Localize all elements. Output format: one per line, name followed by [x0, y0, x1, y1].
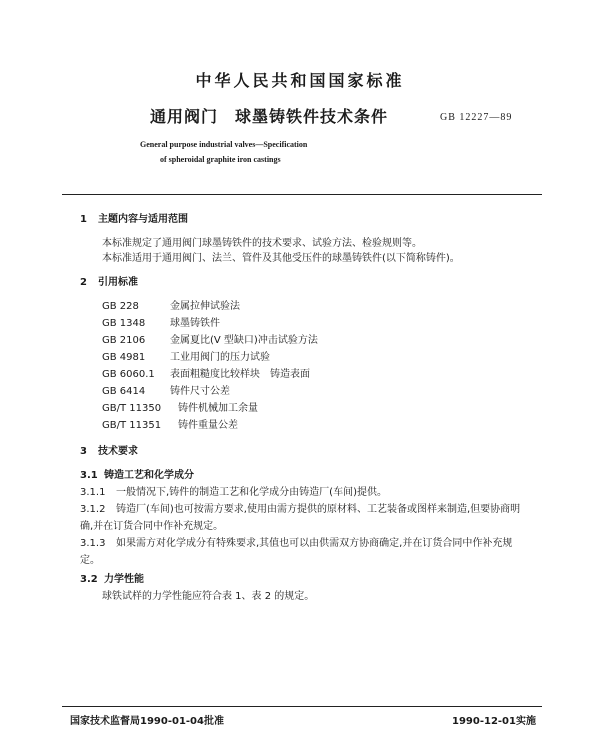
subsection-title: 铸造工艺和化学成分 — [104, 470, 194, 481]
reference-code: GB 4981 — [102, 352, 146, 363]
clause-3-1-2 — [80, 500, 520, 515]
section-title: 主题内容与适用范围 — [98, 214, 188, 225]
footer-divider — [62, 706, 542, 707]
reference-code: GB 2106 — [102, 335, 146, 346]
reference-title: 表面粗糙度比较样块 铸造表面 — [170, 369, 310, 380]
section-2-heading — [80, 273, 138, 288]
reference-item — [102, 365, 310, 380]
clause-3-1-3 — [80, 534, 512, 549]
standard-number: GB 12227—89 — [440, 112, 513, 123]
national-standard-heading: 中华人民共和国国家标准 — [195, 71, 405, 90]
section-1-paragraph-1: 本标准规定了通用阀门球墨铸铁件的技术要求、试验方法、检验规则等。 — [102, 238, 422, 249]
reference-item — [102, 297, 240, 312]
reference-item — [102, 416, 238, 431]
clause-text: 如果需方对化学成分有特殊要求,其值也可以由供需双方协商确定,并在订货合同中作补充规 — [116, 538, 513, 549]
english-title-line-2: of spheroidal graphite iron castings — [160, 155, 281, 164]
section-3-heading — [80, 442, 138, 457]
section-1-paragraph-2: 本标准适用于通用阀门、法兰、管件及其他受压件的球墨铸铁件(以下简称铸件)。 — [102, 253, 460, 264]
english-title-line-1: General purpose industrial valves—Specification — [140, 140, 308, 149]
implementation-date: 1990-12-01实施 — [452, 716, 536, 727]
clause-number: 3.1.3 — [80, 538, 106, 549]
reference-item — [102, 382, 230, 397]
clause-text: 铸造厂(车间)也可按需方要求,使用由需方提供的原材料、工艺装备或图样来制造,但要协商明 — [116, 504, 521, 515]
section-title: 技术要求 — [98, 446, 138, 457]
reference-item — [102, 331, 318, 346]
clause-3-1-1 — [80, 483, 387, 498]
subsection-number: 3.1 — [80, 470, 98, 481]
document-title: 通用阀门 球墨铸铁件技术条件 — [150, 107, 389, 126]
section-number: 1 — [80, 214, 87, 225]
clause-3-1-2-continuation: 确,并在订货合同中作补充规定。 — [80, 521, 224, 532]
reference-title: 铸件尺寸公差 — [170, 386, 230, 397]
section-1-heading — [80, 210, 188, 225]
section-title: 引用标准 — [98, 277, 138, 288]
section-number: 3 — [80, 446, 87, 457]
reference-title: 工业用阀门的压力试验 — [170, 352, 270, 363]
approval-line: 国家技术监督局1990-01-04批准 — [70, 716, 224, 727]
subsection-number: 3.2 — [80, 574, 98, 585]
reference-title: 球墨铸铁件 — [170, 318, 220, 329]
clause-text: 一般情况下,铸件的制造工艺和化学成分由铸造厂(车间)提供。 — [116, 487, 387, 498]
subsection-title: 力学性能 — [104, 574, 144, 585]
reference-code: GB/T 11350 — [102, 403, 162, 414]
reference-item — [102, 348, 270, 363]
subsection-3-1-heading — [80, 466, 194, 481]
reference-code: GB/T 11351 — [102, 420, 162, 431]
reference-item — [102, 399, 258, 414]
reference-title: 铸件机械加工余量 — [178, 403, 258, 414]
clause-3-1-3-continuation: 定。 — [80, 555, 100, 566]
reference-title: 金属夏比(V 型缺口)冲击试验方法 — [170, 335, 318, 346]
reference-code: GB 6414 — [102, 386, 146, 397]
clause-number: 3.1.2 — [80, 504, 106, 515]
reference-title: 铸件重量公差 — [178, 420, 238, 431]
clause-number: 3.1.1 — [80, 487, 106, 498]
reference-code: GB 6060.1 — [102, 369, 155, 380]
section-number: 2 — [80, 277, 87, 288]
subsection-3-2-text: 球铁试样的力学性能应符合表 1、表 2 的规定。 — [102, 591, 315, 602]
header-divider — [62, 194, 542, 195]
subsection-3-2-heading — [80, 570, 144, 585]
reference-title: 金属拉伸试验法 — [170, 301, 240, 312]
reference-code: GB 228 — [102, 301, 139, 312]
reference-code: GB 1348 — [102, 318, 146, 329]
reference-item — [102, 314, 220, 329]
